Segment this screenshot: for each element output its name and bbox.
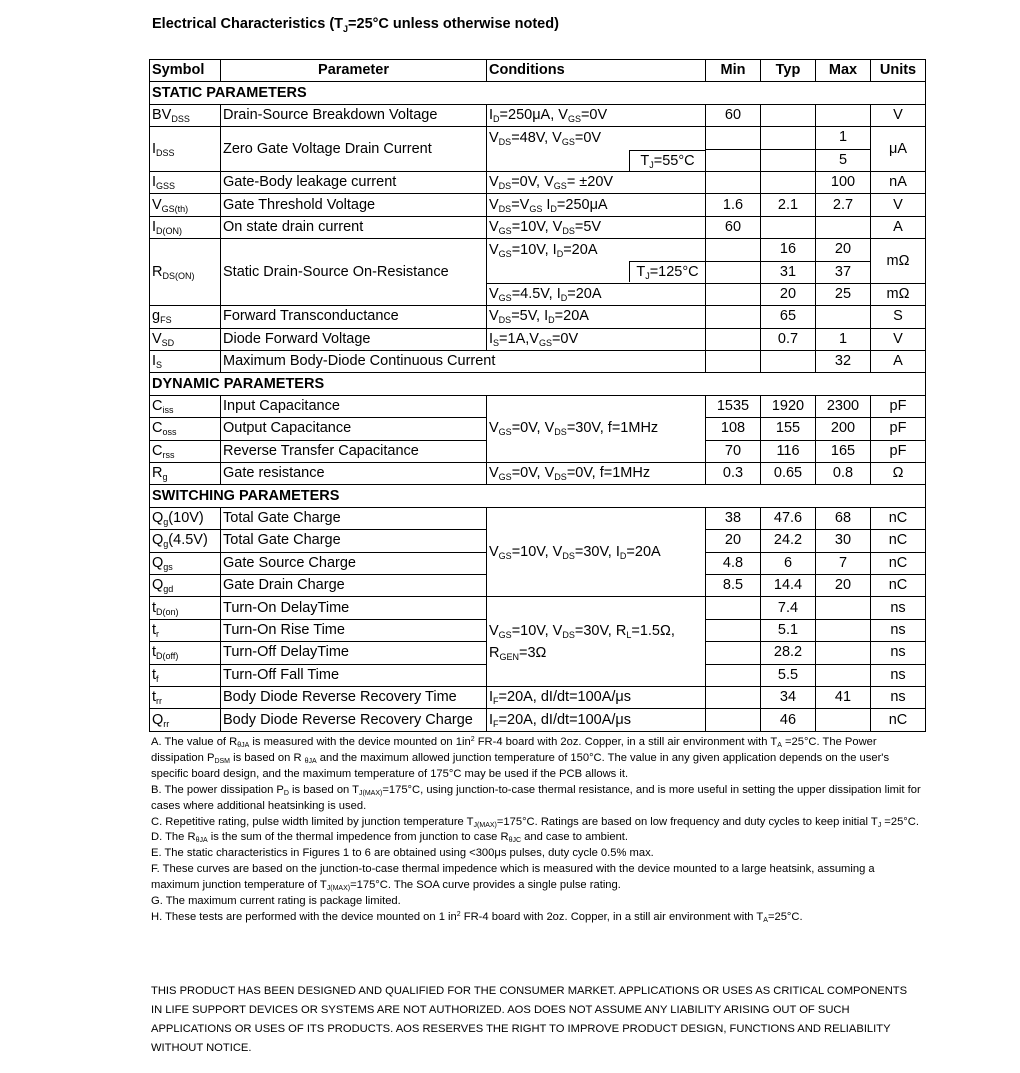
typ-cell: 0.65 bbox=[761, 463, 816, 485]
conditions-cell: $V_{GS}=10V$, $I_D=20A$ bbox=[487, 239, 706, 261]
unit-cell: ns bbox=[871, 619, 926, 641]
min-cell: 70 bbox=[706, 440, 761, 462]
parameter-cell: Gate-Body leakage current bbox=[221, 171, 487, 193]
symbol-cell: $V_{SD}$ bbox=[150, 328, 221, 350]
typ-cell: 20 bbox=[761, 283, 816, 305]
conditions-cell: $I_F=20A$, dI/dt=100A/μs bbox=[487, 709, 706, 731]
symbol-cell: $I_{GSS}$ bbox=[150, 171, 221, 193]
max-cell: 30 bbox=[816, 530, 871, 552]
table-row bbox=[150, 597, 926, 619]
table-row bbox=[150, 395, 926, 417]
note-g: G. The maximum current rating is package limited. bbox=[151, 895, 401, 908]
max-cell: 200 bbox=[816, 418, 871, 440]
typ-cell: 24.2 bbox=[761, 530, 816, 552]
table-header-row bbox=[150, 60, 926, 82]
parameter-cell: Drain-Source Breakdown Voltage bbox=[221, 104, 487, 126]
typ-cell: 7.4 bbox=[761, 597, 816, 619]
parameter-cell: Zero Gate Voltage Drain Current bbox=[221, 127, 487, 172]
symbol-cell: $I_S$ bbox=[150, 351, 221, 373]
header-units: Units bbox=[871, 60, 926, 82]
symbol-cell: $C_{rss}$ bbox=[150, 440, 221, 462]
symbol-cell: $C_{oss}$ bbox=[150, 418, 221, 440]
unit-cell: ns bbox=[871, 686, 926, 708]
conditions-cell: $V_{GS}=10V$, $V_{DS}=30V$, $I_D=20A$ bbox=[487, 507, 706, 597]
conditions-cell: $V_{DS}=48V$, $V_{GS}=0V$ bbox=[487, 127, 706, 149]
symbol-cell: $C_{iss}$ bbox=[150, 395, 221, 417]
max-cell: 1 bbox=[816, 328, 871, 350]
table-row bbox=[150, 239, 926, 261]
table-row bbox=[150, 104, 926, 126]
unit-cell: nC bbox=[871, 574, 926, 596]
parameter-cell: Turn-On DelayTime bbox=[221, 597, 487, 619]
unit-cell: pF bbox=[871, 395, 926, 417]
max-cell: 5 bbox=[816, 149, 871, 171]
parameter-cell: Gate resistance bbox=[221, 463, 487, 485]
typ-cell: 65 bbox=[761, 306, 816, 328]
conditions-cell: $V_{GS}=4.5V$, $I_D=20A$ bbox=[487, 283, 706, 305]
max-cell: 68 bbox=[816, 507, 871, 529]
max-cell: 165 bbox=[816, 440, 871, 462]
min-cell: 108 bbox=[706, 418, 761, 440]
unit-cell: A bbox=[871, 351, 926, 373]
table-row bbox=[150, 216, 926, 238]
max-cell: 1 bbox=[816, 127, 871, 149]
symbol-cell: $Q_g(10V)$ bbox=[150, 507, 221, 529]
conditions-cell: $I_S=1A,V_{GS}=0V$ bbox=[487, 328, 706, 350]
parameter-cell: Forward Transconductance bbox=[221, 306, 487, 328]
parameter-cell: Input Capacitance bbox=[221, 395, 487, 417]
footnotes bbox=[151, 735, 921, 926]
unit-cell: nC bbox=[871, 530, 926, 552]
symbol-cell: $Q_{gd}$ bbox=[150, 574, 221, 596]
max-cell: 2300 bbox=[816, 395, 871, 417]
typ-cell: 155 bbox=[761, 418, 816, 440]
parameter-cell: Reverse Transfer Capacitance bbox=[221, 440, 487, 462]
table-row bbox=[150, 194, 926, 216]
conditions-cell: $V_{DS}=0V$, $V_{GS}= \pm 20V$ bbox=[487, 171, 706, 193]
typ-cell: 46 bbox=[761, 709, 816, 731]
parameter-cell: Output Capacitance bbox=[221, 418, 487, 440]
typ-cell: 6 bbox=[761, 552, 816, 574]
parameter-cell: Body Diode Reverse Recovery Time bbox=[221, 686, 487, 708]
parameter-cell: Gate Source Charge bbox=[221, 552, 487, 574]
note-a: A. The value of $R_{\theta JA}$ is measured with the device mounted on $1in^2$ FR-4 board with 2oz. Copper, in a still air environment with $T_A =25^\circ C$. The Power dissipation $P_{DSM}$ is based on R $_{\theta JA}$ and the maximum allowed junction temperature of 150°C. The value in any given application depends on the user's specific board design, and the maximum temperature of 175°C may be used if the PCB allows it. bbox=[151, 736, 890, 780]
conditions-cell: $V_{DS}=5V$, $I_D=20A$ bbox=[487, 306, 706, 328]
parameter-cell: Total Gate Charge bbox=[221, 530, 487, 552]
min-cell: 0.3 bbox=[706, 463, 761, 485]
table-row bbox=[150, 127, 926, 149]
symbol-cell: $I_{D(ON)}$ bbox=[150, 216, 221, 238]
unit-cell: nC bbox=[871, 709, 926, 731]
symbol-cell: $t_{rr}$ bbox=[150, 686, 221, 708]
min-cell: 38 bbox=[706, 507, 761, 529]
note-c: C. Repetitive rating, pulse width limited by junction temperature $T_{J(MAX)}=175^\circ C$. Ratings are based on low frequency and duty cycles to keep initial $T_J =25^\circ C$. bbox=[151, 815, 919, 829]
page-title: Electrical Characteristics ($T_J=25^\circ C$ unless otherwise noted) bbox=[152, 16, 559, 34]
parameter-cell: Maximum Body-Diode Continuous Current bbox=[221, 351, 706, 373]
note-d: D. The $R_{\theta JA}$ is the sum of the thermal impedence from junction to case $R_{\theta JC}$ and case to ambient. bbox=[151, 831, 629, 845]
typ-cell: 16 bbox=[761, 239, 816, 261]
conditions-cell: $V_{DS}=V_{GS}$ $I_D=250\mu A$ bbox=[487, 194, 706, 216]
unit-cell: pF bbox=[871, 418, 926, 440]
max-cell: 32 bbox=[816, 351, 871, 373]
unit-cell: mΩ bbox=[871, 283, 926, 305]
header-conditions: Conditions bbox=[487, 60, 706, 82]
symbol-cell: $BV_{DSS}$ bbox=[150, 104, 221, 126]
unit-cell: Ω bbox=[871, 463, 926, 485]
table-row bbox=[150, 463, 926, 485]
conditions-cell: $T_J=125^\circ C$ bbox=[487, 261, 706, 283]
header-max: Max bbox=[816, 60, 871, 82]
symbol-cell: $Q_{rr}$ bbox=[150, 709, 221, 731]
unit-cell: ns bbox=[871, 597, 926, 619]
typ-cell bbox=[761, 104, 816, 126]
table-row bbox=[150, 686, 926, 708]
note-h: H. These tests are performed with the device mounted on 1 $in^2$ FR-4 board with 2oz. Copper, in a still air environment with $T_A=25^\circ C$. bbox=[151, 910, 803, 924]
table-row bbox=[150, 171, 926, 193]
max-cell: 25 bbox=[816, 283, 871, 305]
header-parameter: Parameter bbox=[221, 60, 487, 82]
parameter-cell: On state drain current bbox=[221, 216, 487, 238]
unit-cell: ns bbox=[871, 642, 926, 664]
parameter-cell: Turn-Off Fall Time bbox=[221, 664, 487, 686]
symbol-cell: $Q_g(4.5V)$ bbox=[150, 530, 221, 552]
unit-cell: pF bbox=[871, 440, 926, 462]
max-cell: 0.8 bbox=[816, 463, 871, 485]
min-cell: 4.8 bbox=[706, 552, 761, 574]
disclaimer-text: THIS PRODUCT HAS BEEN DESIGNED AND QUALIFIED FOR THE CONSUMER MARKET. APPLICATIONS OR USES AS CRITICAL COMPONENTS IN LIFE SUPPORT DEVICES OR SYSTEMS ARE NOT AUTHORIZED. AOS DOES NOT ASSUME ANY LIABILITY ARISING OUT OF SUCH APPLICATIONS OR USES OF ITS PRODUCTS. AOS RESERVES THE RIGHT TO IMPROVE PRODUCT DESIGN, FUNCTIONS AND RELIABILITY WITHOUT NOTICE. bbox=[151, 985, 908, 1054]
typ-cell: 31 bbox=[761, 261, 816, 283]
symbol-cell: $R_{DS(ON)}$ bbox=[150, 239, 221, 306]
max-cell bbox=[816, 104, 871, 126]
symbol-cell: $t_{D(off)}$ bbox=[150, 642, 221, 664]
typ-cell: 116 bbox=[761, 440, 816, 462]
typ-cell: 5.5 bbox=[761, 664, 816, 686]
conditions-cell: $I_F=20A$, dI/dt=100A/μs bbox=[487, 686, 706, 708]
section-static: STATIC PARAMETERS bbox=[150, 82, 926, 104]
unit-cell: V bbox=[871, 328, 926, 350]
table-row bbox=[150, 328, 926, 350]
conditions-cell: $T_J=55^\circ C$ bbox=[487, 149, 706, 171]
conditions-cell: $V_{GS}=0V$, $V_{DS}=0V$, f=1MHz bbox=[487, 463, 706, 485]
unit-cell: nC bbox=[871, 507, 926, 529]
typ-cell: 1920 bbox=[761, 395, 816, 417]
header-symbol: Symbol bbox=[150, 60, 221, 82]
table-row bbox=[150, 709, 926, 731]
table-row bbox=[150, 351, 926, 373]
parameter-cell: Static Drain-Source On-Resistance bbox=[221, 239, 487, 306]
parameter-cell: Diode Forward Voltage bbox=[221, 328, 487, 350]
note-b: B. The power dissipation $P_D$ is based on $T_{J(MAX)}=175^\circ C$, using junction-to-case thermal resistance, and is more useful in setting the upper dissipation limit for cases where additional heatsinking is used. bbox=[151, 783, 921, 812]
electrical-characteristics-table bbox=[149, 59, 926, 732]
max-cell: 20 bbox=[816, 239, 871, 261]
table-row bbox=[150, 306, 926, 328]
max-cell: 2.7 bbox=[816, 194, 871, 216]
parameter-cell: Gate Drain Charge bbox=[221, 574, 487, 596]
note-e: E. The static characteristics in Figures 1 to 6 are obtained using <300μs pulses, duty cycle 0.5% max. bbox=[151, 847, 654, 860]
min-cell: 60 bbox=[706, 104, 761, 126]
conditions-cell: $V_{GS}=10V$, $V_{DS}=30V$, $R_L=1.5\Omega$, $R_{GEN}=3\Omega$ bbox=[487, 597, 706, 687]
conditions-cell: $I_D=250\mu A$, $V_{GS}=0V$ bbox=[487, 104, 706, 126]
max-cell: 37 bbox=[816, 261, 871, 283]
conditions-cell: $V_{GS}=10V$, $V_{DS}=5V$ bbox=[487, 216, 706, 238]
typ-cell: 34 bbox=[761, 686, 816, 708]
unit-cell: A bbox=[871, 216, 926, 238]
typ-cell: 47.6 bbox=[761, 507, 816, 529]
symbol-cell: $g_{FS}$ bbox=[150, 306, 221, 328]
typ-cell: 2.1 bbox=[761, 194, 816, 216]
min-cell: 1535 bbox=[706, 395, 761, 417]
symbol-cell: $t_{D(on)}$ bbox=[150, 597, 221, 619]
max-cell: 7 bbox=[816, 552, 871, 574]
max-cell: 20 bbox=[816, 574, 871, 596]
min-cell: 1.6 bbox=[706, 194, 761, 216]
unit-cell: S bbox=[871, 306, 926, 328]
min-cell: 8.5 bbox=[706, 574, 761, 596]
header-min: Min bbox=[706, 60, 761, 82]
unit-cell: μA bbox=[871, 127, 926, 172]
min-cell: 20 bbox=[706, 530, 761, 552]
symbol-cell: $t_f$ bbox=[150, 664, 221, 686]
parameter-cell: Turn-On Rise Time bbox=[221, 619, 487, 641]
note-f: F. These curves are based on the junction-to-case thermal impedence which is measured with the device mounted to a large heatsink, assuming a maximum junction temperature of $T_{J(MAX)}=175^\circ C$. The SOA curve provides a single pulse rating. bbox=[151, 863, 875, 893]
symbol-cell: $Q_{gs}$ bbox=[150, 552, 221, 574]
symbol-cell: $t_r$ bbox=[150, 619, 221, 641]
max-cell: 41 bbox=[816, 686, 871, 708]
parameter-cell: Turn-Off DelayTime bbox=[221, 642, 487, 664]
symbol-cell: $V_{GS(th)}$ bbox=[150, 194, 221, 216]
typ-cell: 28.2 bbox=[761, 642, 816, 664]
unit-cell: ns bbox=[871, 664, 926, 686]
typ-cell: 5.1 bbox=[761, 619, 816, 641]
unit-cell: V bbox=[871, 194, 926, 216]
symbol-cell: $R_g$ bbox=[150, 463, 221, 485]
unit-cell: mΩ bbox=[871, 239, 926, 284]
table-row bbox=[150, 507, 926, 529]
typ-cell: 0.7 bbox=[761, 328, 816, 350]
max-cell: 100 bbox=[816, 171, 871, 193]
unit-cell: nA bbox=[871, 171, 926, 193]
unit-cell: V bbox=[871, 104, 926, 126]
unit-cell: nC bbox=[871, 552, 926, 574]
symbol-cell: $I_{DSS}$ bbox=[150, 127, 221, 172]
typ-cell: 14.4 bbox=[761, 574, 816, 596]
min-cell: 60 bbox=[706, 216, 761, 238]
header-typ: Typ bbox=[761, 60, 816, 82]
parameter-cell: Gate Threshold Voltage bbox=[221, 194, 487, 216]
conditions-cell: $V_{GS}=0V$, $V_{DS}=30V$, f=1MHz bbox=[487, 395, 706, 462]
parameter-cell: Total Gate Charge bbox=[221, 507, 487, 529]
section-dynamic: DYNAMIC PARAMETERS bbox=[150, 373, 926, 395]
parameter-cell: Body Diode Reverse Recovery Charge bbox=[221, 709, 487, 731]
section-switching: SWITCHING PARAMETERS bbox=[150, 485, 926, 507]
